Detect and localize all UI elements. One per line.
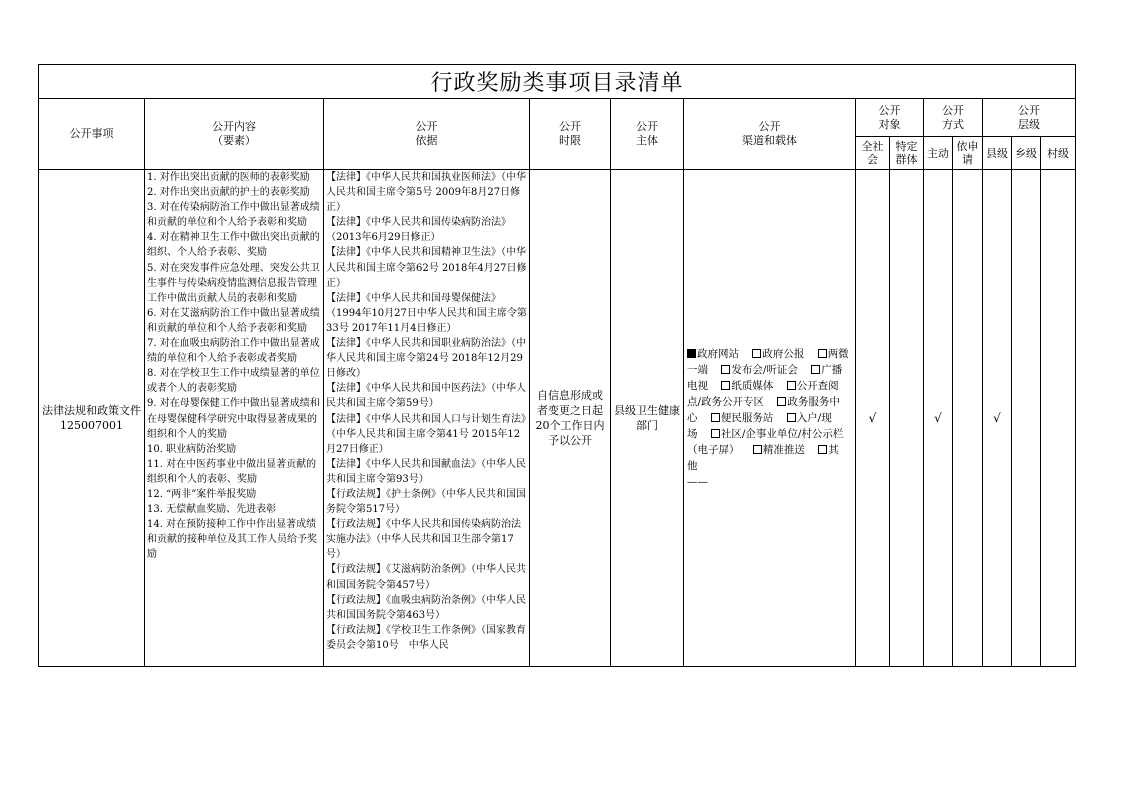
subject-cell: 县级卫生健康部门 [611, 170, 684, 667]
basis-cell [324, 170, 530, 667]
basis-item: 【法律】《中华人民共和国中医药法》（中华人民共和国主席令第59号） [326, 383, 526, 410]
header-channel-line2: 渠道和载体 [742, 134, 797, 147]
header-level-county: 县级 [983, 137, 1012, 170]
channel-option-label: 广播电视 [687, 364, 843, 392]
header-level-town: 乡级 [1012, 137, 1041, 170]
channel-option-label: 入户/现场 [687, 412, 832, 440]
channel-option-label: 两微一端 [687, 348, 849, 376]
channel-list [687, 346, 852, 474]
unchecked-box-icon[interactable] [811, 365, 820, 374]
header-method-active: 主动 [924, 137, 953, 170]
header-content-line2: （要素） [212, 134, 256, 147]
header-basis-line2: 依据 [415, 134, 438, 147]
channel-option[interactable] [752, 348, 804, 360]
content-item: 9. 对在母婴保健工作中做出显著成绩和在母婴保健科学研究中取得显著成果的组织和个人的奖励 [147, 398, 320, 440]
channel-option-label: 纸质媒体 [731, 380, 774, 392]
time-cell: 自信息形成或者变更之日起20个工作日内予以公开 [530, 170, 611, 667]
level-village-check [1041, 170, 1076, 667]
channel-option-label: 政府网站 [697, 348, 739, 360]
basis-item: 【法律】《中华人民共和国精神卫生法》（中华人民共和国主席令第62号 2018年4月27日修正） [326, 247, 527, 289]
header-target-specific: 特定群体 [890, 137, 924, 170]
channel-cell [684, 170, 856, 667]
header-subject [611, 99, 684, 170]
channel-option-label: 公开查阅点/政务公开专区 [687, 380, 839, 408]
unchecked-box-icon[interactable] [777, 397, 786, 406]
header-target-all: 全社会 [856, 137, 890, 170]
header-time-line1: 公开 [559, 120, 581, 133]
header-method-line2: 方式 [942, 117, 964, 131]
basis-item: 【法律】《中华人民共和国母婴保健法》（1994年10月27日中华人民共和国主席令第33号 2017年11月4日修正） [326, 292, 527, 334]
content-item: 3. 对在传染病防治工作中做出显著成绩和贡献的单位和个人给予表彰和奖励 [147, 202, 320, 229]
basis-item: 【法律】《中华人民共和国人口与计划生育法》（中华人民共和国主席令第41号 2015年12月27日修正） [326, 413, 526, 455]
channel-option-label: 精准推送 [762, 444, 805, 456]
header-level-line2: 层级 [1018, 117, 1041, 131]
unchecked-box-icon[interactable] [787, 381, 796, 390]
channel-option[interactable] [687, 348, 739, 360]
content-item: 8. 对在学校卫生工作中成绩显著的单位或者个人的表彰奖励 [147, 368, 320, 395]
basis-item: 【法律】《中华人民共和国执业医师法》（中华人民共和国主席令第5号 2009年8月27日修正） [326, 172, 526, 214]
header-subject-line1: 公开 [636, 120, 658, 133]
header-level [983, 99, 1076, 137]
header-method [924, 99, 983, 137]
content-item: 13. 无偿献血奖励、先进表彰 [147, 504, 277, 516]
basis-item: 【法律】《中华人民共和国献血法》（中华人民共和国主席令第93号） [326, 458, 526, 485]
header-target-line1: 公开 [878, 103, 901, 117]
header-time [530, 99, 611, 170]
content-item: 7. 对在血吸虫病防治工作中做出显著成绩的单位和个人给予表彰或者奖励 [147, 338, 320, 365]
content-cell [145, 170, 324, 667]
unchecked-box-icon[interactable] [721, 381, 730, 390]
channel-option[interactable] [711, 412, 774, 424]
content-item: 4. 对在精神卫生工作中做出突出贡献的组织、个人给予表彰、奖励 [147, 232, 320, 259]
basis-item: 【行政法规】《学校卫生工作条例》（国家教育委员会令第10号 中华人民 [326, 624, 526, 651]
channel-option-label: 其他 [687, 444, 839, 472]
unchecked-box-icon[interactable] [818, 349, 827, 358]
unchecked-box-icon[interactable] [787, 413, 796, 422]
basis-item: 【行政法规】《艾滋病防治条例》（中华人民共和国国务院令第457号） [326, 564, 526, 591]
basis-item: 【行政法规】《血吸虫病防治条例》（中华人民共和国国务院令第463号） [326, 594, 526, 621]
unchecked-box-icon[interactable] [753, 445, 762, 454]
target-specific-check [890, 170, 924, 667]
content-item: 14. 对在预防接种工作中作出显著成绩和贡献的接种单位及其工作人员给予奖励 [147, 519, 317, 561]
content-item: 11. 对在中医药事业中做出显著贡献的组织和个人的表彰、奖励 [147, 458, 317, 485]
header-content [145, 99, 324, 170]
channel-option-label: 政府公报 [762, 348, 805, 360]
channel-option-label: 发布会/听证会 [731, 364, 798, 376]
header-matter: 公开事项 [39, 99, 145, 170]
basis-item: 【法律】《中华人民共和国职业病防治法》（中华人民共和国主席令第24号 2018年12月29日修改） [326, 338, 526, 380]
matter-list-table [38, 64, 1076, 667]
level-town-check [1012, 170, 1041, 667]
matter-cell: 法律法规和政策文件125007001 [39, 170, 145, 667]
checked-box-icon[interactable] [687, 349, 696, 358]
unchecked-box-icon[interactable] [711, 429, 720, 438]
method-active-check: √ [924, 170, 953, 667]
header-subject-line2: 主体 [636, 134, 658, 147]
unchecked-box-icon[interactable] [711, 413, 720, 422]
channel-option-label: 政务服务中心 [687, 396, 840, 424]
unchecked-box-icon[interactable] [818, 445, 827, 454]
header-basis [324, 99, 530, 170]
basis-item: 【行政法规】《护士条例》（中华人民共和国国务院令第517号） [326, 488, 526, 516]
channel-option[interactable] [721, 364, 798, 376]
method-apply-check [953, 170, 983, 667]
header-channel [684, 99, 856, 170]
channel-trailer: —— [687, 476, 708, 488]
header-method-apply: 依申请 [953, 137, 983, 170]
content-item: 5. 对在突发事件应急处理、突发公共卫生事件与传染病疫情监测信息报告管理工作中做出贡献人员的表彰和奖励 [147, 262, 320, 304]
content-item: 12. “两非”案件举报奖励 [147, 488, 257, 500]
page-title: 行政奖励类事项目录清单 [39, 65, 1076, 99]
content-item: 10. 职业病防治奖励 [147, 443, 237, 455]
basis-item: 【法律】《中华人民共和国传染病防治法》（2013年6月29日修正） [326, 217, 511, 244]
header-level-line1: 公开 [1018, 103, 1041, 117]
channel-option[interactable] [753, 444, 805, 456]
channel-option[interactable] [721, 380, 773, 392]
header-target-line2: 对象 [878, 117, 901, 131]
unchecked-box-icon[interactable] [752, 349, 761, 358]
header-method-line1: 公开 [942, 103, 964, 117]
basis-item: 【行政法规】《中华人民共和国传染病防治法实施办法》（中华人民共和国卫生部令第17号） [326, 519, 521, 561]
content-item: 2. 对作出突出贡献的护士的表彰奖励 [147, 187, 310, 199]
header-level-village: 村级 [1041, 137, 1076, 170]
header-target [856, 99, 924, 137]
channel-option-label: 社区/企事业单位/村公示栏（电子屏） [687, 428, 844, 456]
channel-option-label: 便民服务站 [720, 412, 774, 424]
unchecked-box-icon[interactable] [721, 365, 730, 374]
header-content-line1: 公开内容 [212, 120, 256, 133]
header-channel-line1: 公开 [758, 120, 781, 133]
content-item: 1. 对作出突出贡献的医师的表彰奖励 [147, 172, 310, 183]
header-basis-line1: 公开 [415, 120, 438, 133]
header-time-line2: 时限 [559, 134, 581, 147]
content-item: 6. 对在艾滋病防治工作中做出显著成绩和贡献的单位和个人给予表彰和奖励 [147, 307, 320, 334]
target-all-check: √ [856, 170, 890, 667]
level-county-check: √ [983, 170, 1012, 667]
